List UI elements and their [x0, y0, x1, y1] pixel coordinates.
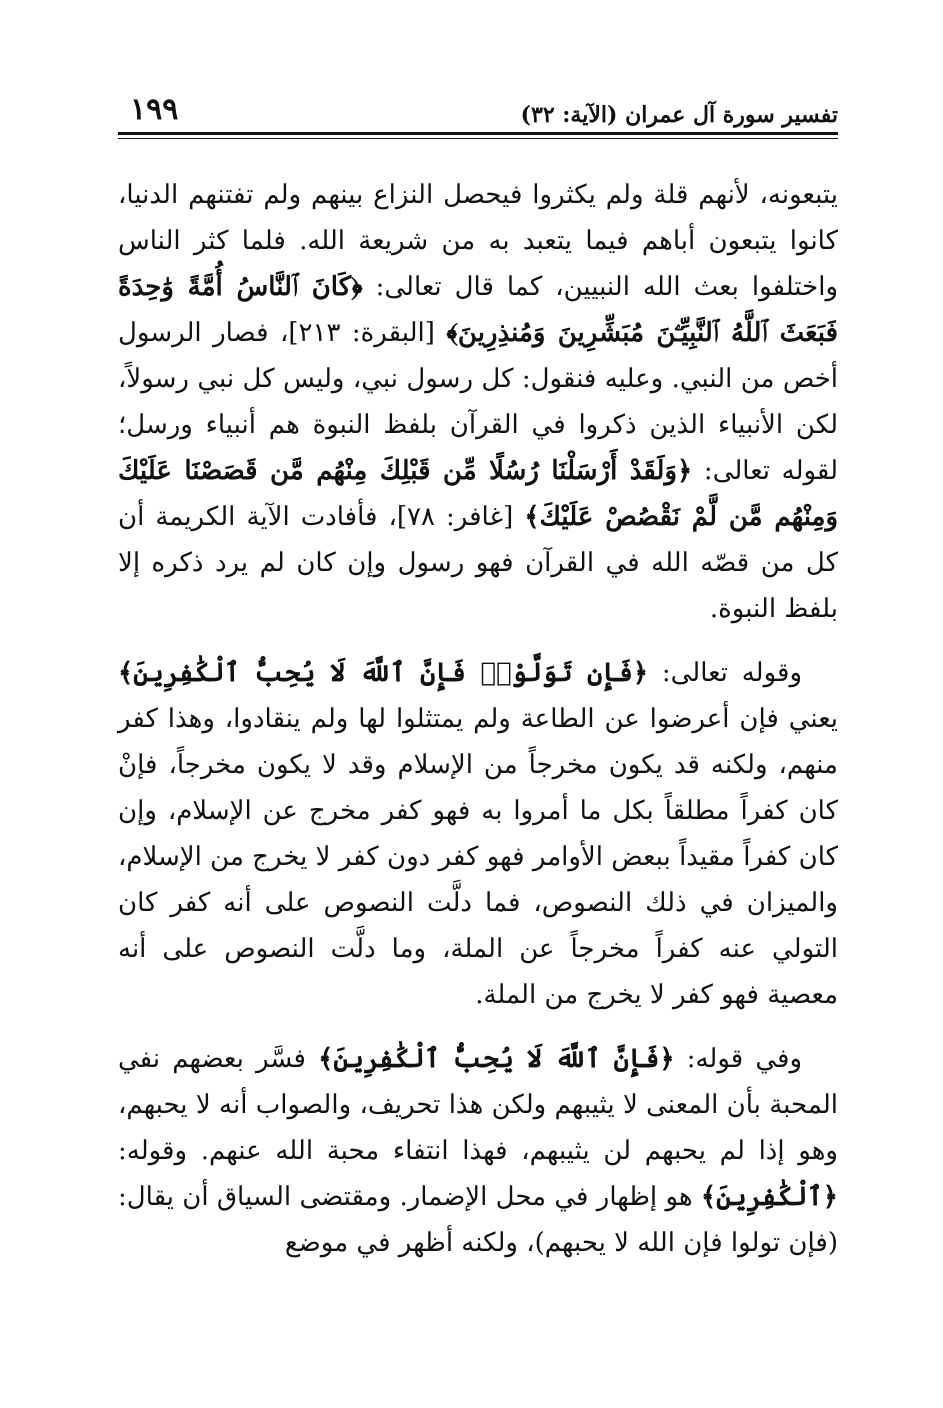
- header-rule-thick: [118, 132, 838, 135]
- text-segment: هو إظهار في محل الإضمار. ومقتضى السياق أن يقال: (فإن تولوا فإن الله لا يحبهم)، ولكنه أظهر في موضع: [118, 1182, 838, 1258]
- header-rule-thin: [118, 138, 838, 139]
- text-segment: يعني فإن أعرضوا عن الطاعة ولم يمتثلوا لها ولم ينقادوا، وهذا كفر منهم، ولكنه قد يكون مخرجاً من الإسلام وقد لا يكون مخرجاً، فإنْ كان كفراً مطلقاً بكل ما أمروا به فهو كفر مخرج عن الإسلام، وإن كان كفراً مقيداً ببعض الأوامر فهو كفر دون كفر لا يخرج من الإسلام، والميزان في ذلك النصوص، فما دلَّت النصوص على أنه كفر كان التولي عنه كفراً مخرجاً عن الملة، وما دلَّت النصوص على أنه معصية فهو كفر لا يخرج من الملة.: [118, 704, 838, 1010]
- paragraph-1: [118, 172, 838, 632]
- page-body: [118, 172, 838, 1266]
- quran-verse: ﴿ٱلْكَٰفِرِينَ﴾: [700, 1182, 838, 1212]
- text-segment: فسَّر بعضهم نفي المحبة بأن المعنى لا يثيبهم ولكن هذا تحريف، والصواب أنه لا يحبهم، وهو إذا لم يحبهم لن يثيبهم، فهذا انتفاء محبة الله عنهم. وقوله:: [118, 1044, 838, 1166]
- quran-verse: ﴿كَانَ ٱلنَّاسُ أُمَّةً وَٰحِدَةً فَبَعَثَ ٱللَّهُ ٱلنَّبِيِّـۧنَ مُبَشِّرِينَ وَمُنذِرِينَ﴾: [118, 272, 838, 348]
- page-header: [118, 88, 838, 134]
- page-number: ١٩٩: [130, 92, 179, 127]
- paragraph-3: [118, 1036, 838, 1266]
- text-segment: وفي قوله:: [674, 1044, 803, 1074]
- running-title: تفسير سورة آل عمران (الآية: ٣٢): [520, 102, 838, 128]
- quran-verse: ﴿فَإِن تَوَلَّوْا۟ فَإِنَّ ٱللَّهَ لَا يُحِبُّ ٱلْكَٰفِرِينَ﴾: [118, 658, 649, 688]
- paragraph-2: [118, 650, 838, 1018]
- quran-verse: ﴿فَإِنَّ ٱللَّهَ لَا يُحِبُّ ٱلْكَٰفِرِينَ﴾: [318, 1044, 675, 1074]
- text-segment: [البقرة: ٢١٣]، فصار الرسول أخص من النبي. وعليه فنقول: كل رسول نبي، وليس كل نبي رسولاً، لكن الأنبياء الذين ذكروا في القرآن بلفظ النبوة هم أنبياء ورسل؛ لقوله تعالى:: [118, 318, 839, 486]
- quran-verse: ﴿وَلَقَدْ أَرْسَلْنَا رُسُلًا مِّن قَبْلِكَ مِنْهُم مَّن قَصَصْنَا عَلَيْكَ وَمِنْهُم مَّن لَّمْ نَقْصُصْ عَلَيْكَ﴾: [118, 456, 839, 532]
- text-segment: يتبعونه، لأنهم قلة ولم يكثروا فيحصل النزاع بينهم ولم تفتنهم الدنيا، كانوا يتبعون أباهم فيما يتعبد به من شريعة الله. فلما كثر الناس واختلفوا بعث الله النبيين، كما قال تعالى:: [118, 180, 839, 302]
- text-segment: وقوله تعالى:: [648, 658, 802, 688]
- text-segment: [غافر: ٧٨]، فأفادت الآية الكريمة أن كل من قصّه الله في القرآن فهو رسول وإن كان لم يرد ذكره إلا بلفظ النبوة.: [118, 502, 839, 624]
